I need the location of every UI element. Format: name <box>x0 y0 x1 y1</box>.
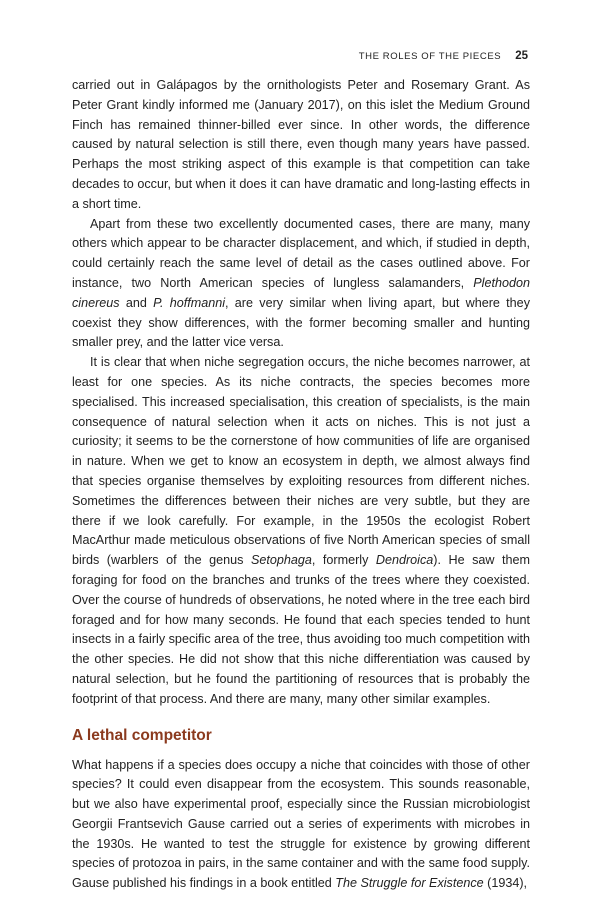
paragraph-3-text-a: It is clear that when niche segregation occurs, the niche becomes narrower, at least for one species. As its niche contracts, the species becomes more specialised. This increased specialisation, this creation of specialists, is the main consequence of natural selection when it acts on niches. This is not just a curiosity; it seems to be the cornerstone of how communities of life are organised in nature. When we get to know an ecosystem in depth, we almost always find that species organise themselves by exploiting resources from different niches. Sometimes the differences between their niches are very subtle, but they are there if we look carefully. For example, in the 1950s the ecologist Robert MacArthur made meticulous observations of five North American species of small birds (warblers of the genus <box>72 355 530 568</box>
paragraph-2-text-c: , are very similar when living apart, but where they coexist they show differences, with the former becoming smaller and hunting smaller prey, and the latter vice versa. <box>72 295 530 350</box>
paragraph-4-text-a: What happens if a species does occupy a niche that coincides with those of other species? It could even disappear from the ecosystem. This sounds reasonable, but we also have experimental proof, especially since the Russian microbiologist Georgii Frantsevich Gause carried out a series of experiments with microbes in the 1930s. He wanted to test the struggle for existence by growing different species of protozoa in pairs, in the same container and with the same food supply. Gause published his findings in a book entitled <box>72 757 530 891</box>
body-text <box>72 76 530 894</box>
paragraph-2 <box>72 215 530 354</box>
genus-name-setophaga: Setophaga <box>250 553 312 568</box>
page-number: 25 <box>515 50 528 62</box>
species-name-p-hoffmanni: P. hoffmanni <box>153 295 226 310</box>
paragraph-4-text-b: (1934), <box>483 876 528 891</box>
genus-name-dendroica: Dendroica <box>375 553 434 568</box>
paragraph-3-text-c: ). He saw them foraging for food on the branches and trunks of the trees where they coexisted. Over the course of hundreds of observations, he noted where in the tree each bird foraged and for how many seconds. He found that each species tended to hunt insects in a fairly specific area of the tree, thus avoiding too much competition with the other species. He did not show that this niche differentiation was caused by natural selection, but he found the partitioning of resources that is probably the footprint of that process. And there are many, many other similar examples. <box>72 553 530 706</box>
section-heading: A lethal competitor <box>72 726 212 744</box>
paragraph-3-text-b: , formerly <box>311 553 376 568</box>
paragraph-1: carried out in Galápagos by the ornithologists Peter and Rosemary Grant. As Peter Grant kindly informed me (January 2017), on this islet the Medium Ground Finch has remained thinner-billed ever since. In other words, the difference caused by natural selection is still there, even though many years have passed. Perhaps the most striking aspect of this example is that competition can take decades to occur, but when it does it can have dramatic and long-lasting effects in a short time. <box>72 78 530 211</box>
species-name-plethodon-cinereus: Plethodon cinereus <box>72 275 530 310</box>
running-header <box>359 50 528 62</box>
paragraph-2-text-b: and <box>119 295 154 310</box>
paragraph-2-text-a: Apart from these two excellently documented cases, there are many, many others which appear to be character displacement, and which, if studied in depth, could certainly reach the same level of detail as the cases outlined above. For instance, two North American species of lungless salamanders, <box>72 216 530 290</box>
book-title: The Struggle for Existence <box>335 876 484 891</box>
running-title: THE ROLES OF THE PIECES <box>358 51 502 62</box>
paragraph-4 <box>72 756 530 895</box>
paragraph-3 <box>72 353 530 709</box>
